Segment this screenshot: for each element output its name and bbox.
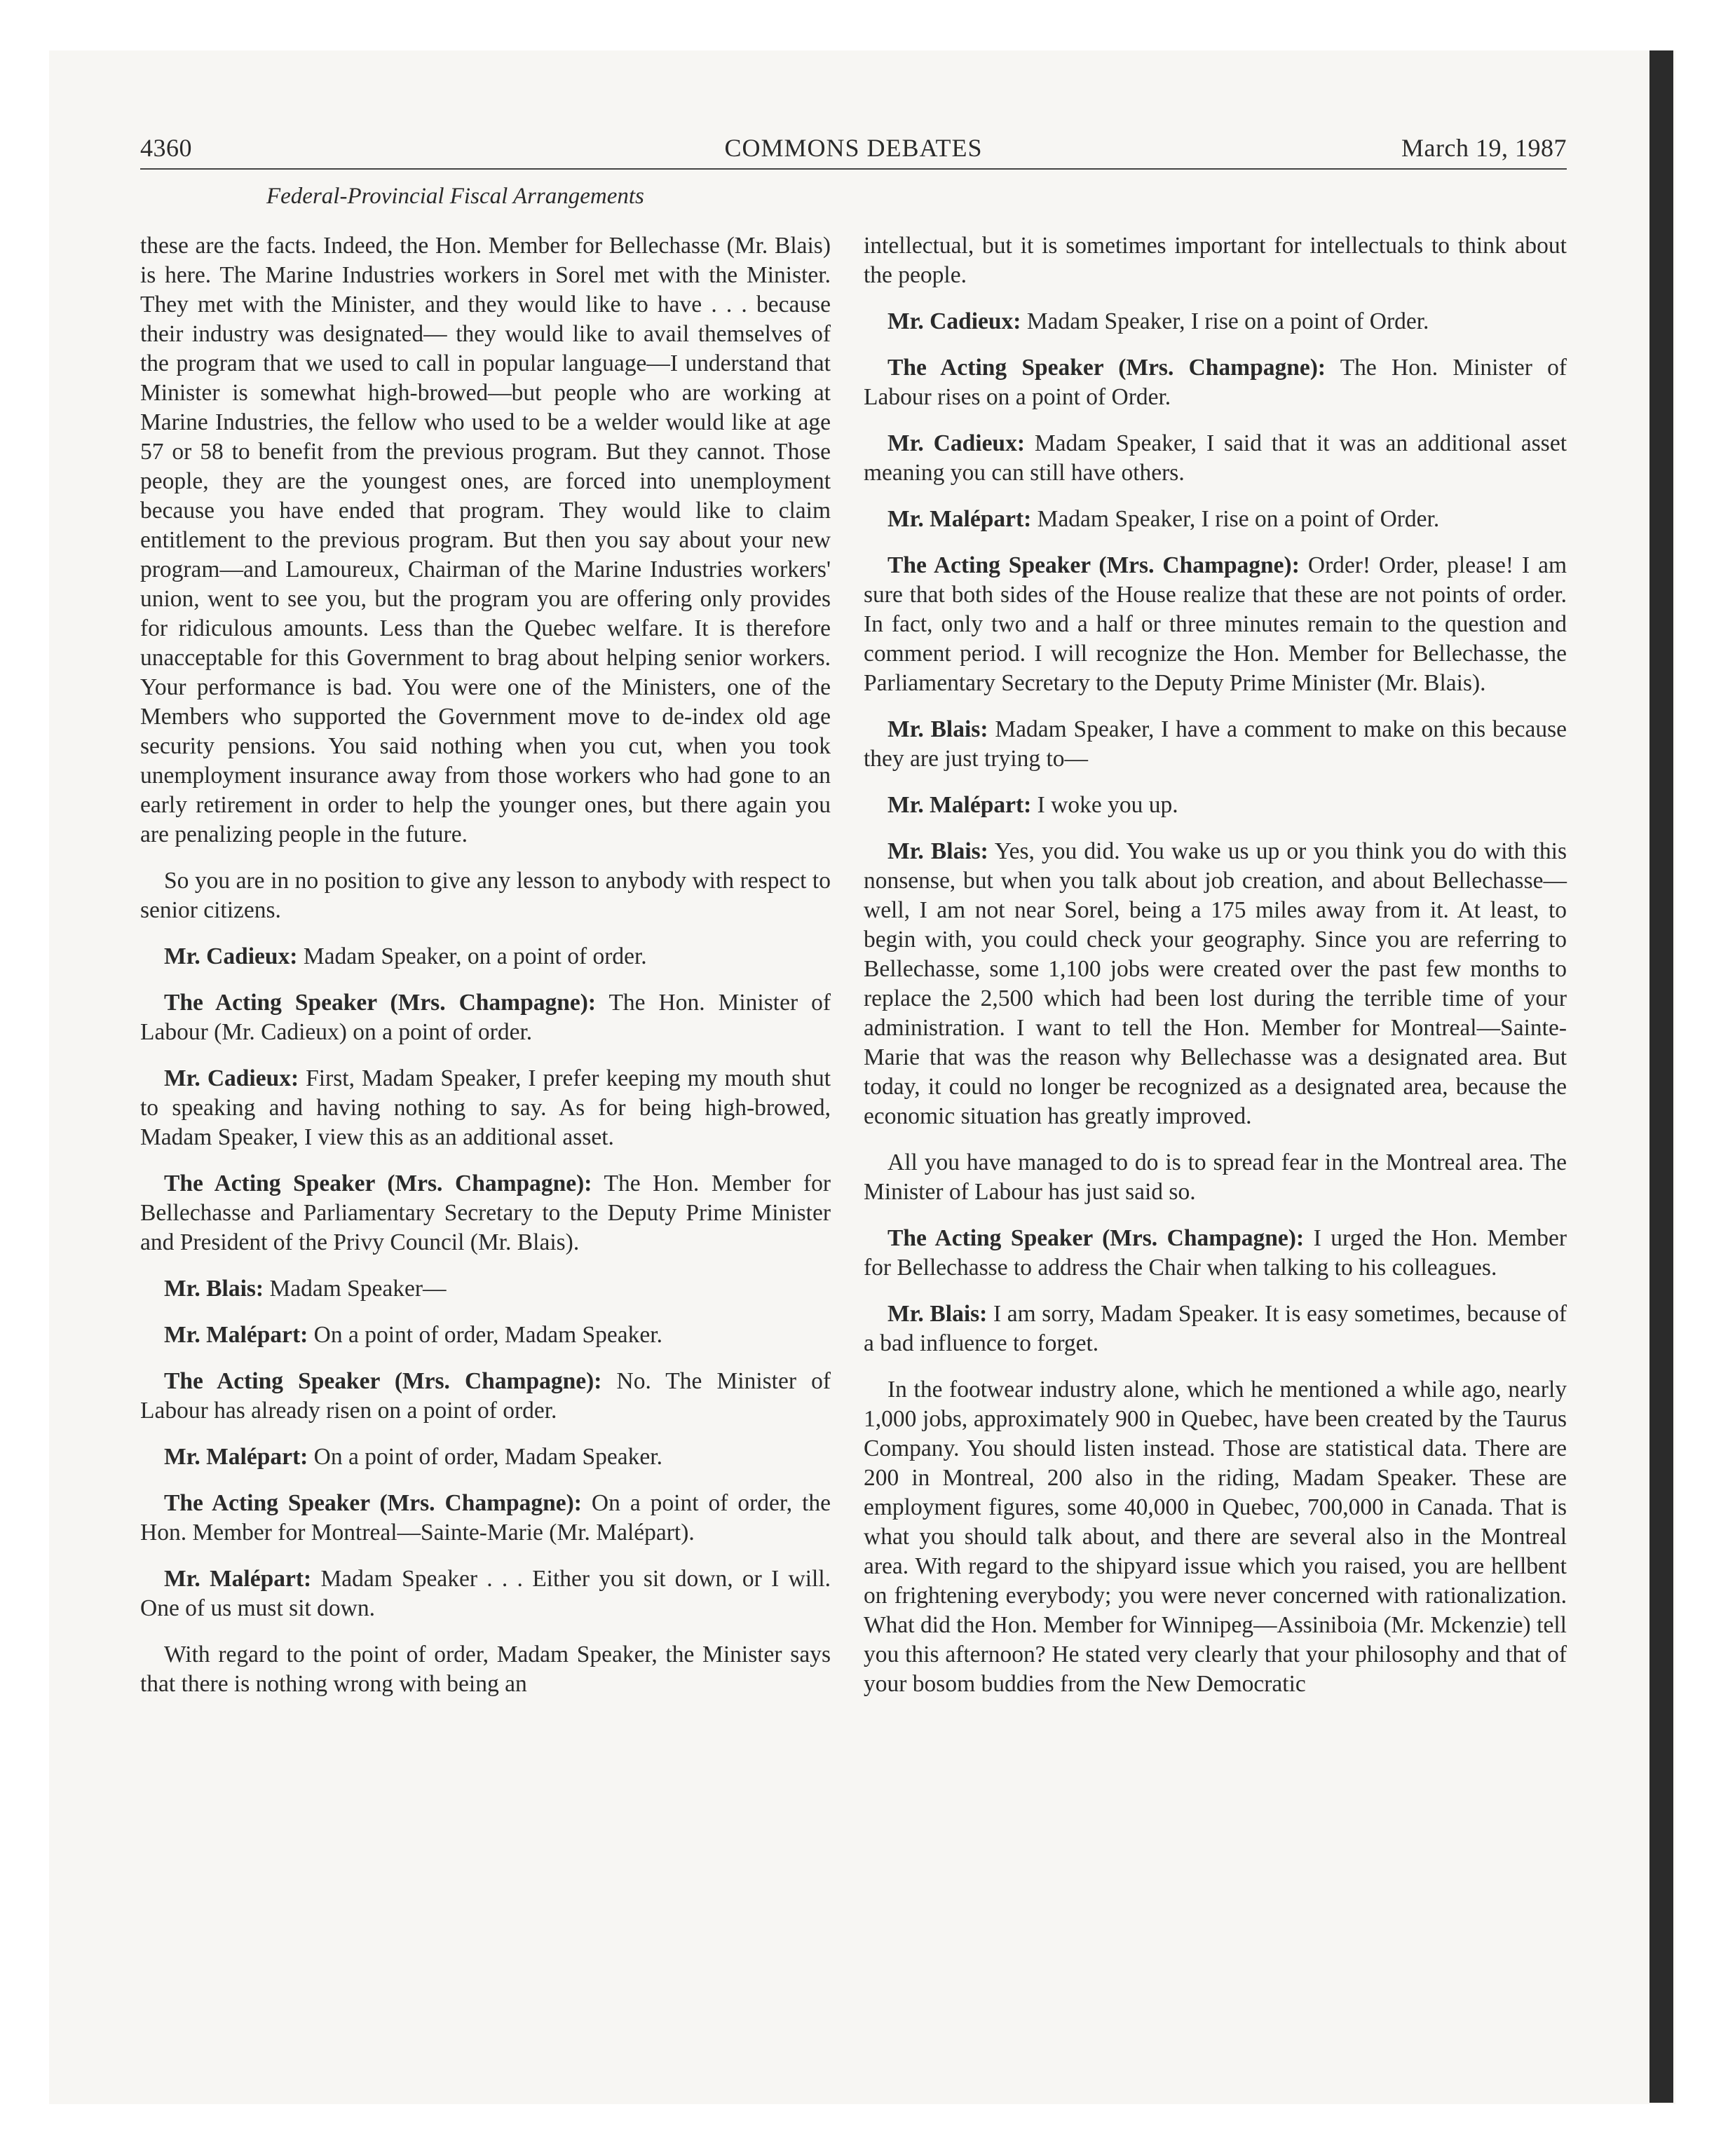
paragraph-text: Madam Speaker, I said that it was an additional asset meaning you can still have others. — [864, 430, 1567, 486]
speaker-name: Mr. Cadieux: — [887, 308, 1021, 334]
paragraph — [864, 1148, 1567, 1207]
paragraph — [864, 1299, 1567, 1358]
paragraph — [140, 1564, 831, 1623]
paragraph — [864, 1224, 1567, 1283]
paragraph — [140, 866, 831, 925]
speaker-name: Mr. Blais: — [887, 1301, 988, 1327]
speaker-name: Mr. Malépart: — [887, 506, 1032, 532]
paragraph — [140, 988, 831, 1047]
speaker-name: The Acting Speaker (Mrs. Champagne): — [164, 1368, 602, 1394]
paragraph — [140, 1274, 831, 1304]
paragraph — [140, 1169, 831, 1257]
paragraph — [864, 353, 1567, 412]
paragraph — [140, 231, 831, 850]
paragraph — [864, 1375, 1567, 1699]
paragraph — [864, 715, 1567, 774]
paragraph-text: So you are in no position to give any lesson to anybody with respect to senior citizens. — [140, 868, 831, 923]
speaker-name: The Acting Speaker (Mrs. Champagne): — [887, 355, 1326, 381]
paragraph-text: Order! Order, please! I am sure that both sides of the House realize that these are not points of order. In fact, only two and a half or three minutes remain to the question and comment period. I will recognize the Hon. Member for Bellechasse, the Parliamentary Secretary to the Deputy Prime Minister (Mr. Blais). — [864, 552, 1567, 696]
paragraph-text: Madam Speaker . . . Either you sit down, or I will. One of us must sit down. — [140, 1566, 831, 1621]
speaker-name: Mr. Malépart: — [887, 792, 1032, 818]
scan-edge-shadow — [1649, 50, 1673, 2103]
section-title: Federal-Provincial Fiscal Arrangements — [266, 184, 644, 209]
paragraph — [140, 1367, 831, 1426]
paragraph-text: Yes, you did. You wake us up or you think you do with this nonsense, but when you talk about job creation, and about Bellechasse—well, I am not near Sorel, being a 175 miles away from it. At least, to begin with, you could check your geography. Since you are referring to Bellechasse, some 1,100 jobs were created over the past few months to replace the 2,500 which had been lost during the terrible time of your administration. I want to tell the Hon. Member for Montreal—Sainte-Marie that was the reason why Bellechasse was a designated area. But today, it could no longer be recognized as a designated area, because the economic situation has greatly improved. — [864, 838, 1567, 1129]
speaker-name: The Acting Speaker (Mrs. Champagne): — [164, 1171, 592, 1196]
paragraph — [864, 429, 1567, 488]
speaker-name: The Acting Speaker (Mrs. Champagne): — [887, 1225, 1305, 1251]
paragraph-text: Madam Speaker, I rise on a point of Order. — [1037, 506, 1440, 532]
paragraph-text: In the footwear industry alone, which he mentioned a while ago, nearly 1,000 jobs, approximately 900 in Quebec, have been created by the Taurus Company. You should listen instead. Those are statistical data. There are 200 in Montreal, 200 also in the riding, Madam Speaker. These are employment figures, some 40,000 in Quebec, 700,000 in Canada. That is what you should talk about, and there are several also in the Montreal area. With regard to the shipyard issue which you raised, you are hellbent on frightening everybody; you were never concerned with rationalization. What did the Hon. Member for Winnipeg—Assiniboia (Mr. Mckenzie) tell you this afternoon? He stated very clearly that your philosophy and that of your bosom buddies from the New Democratic — [864, 1377, 1567, 1697]
paragraph-text: these are the facts. Indeed, the Hon. Member for Bellechasse (Mr. Blais) is here. The Marine Industries workers in Sorel met with the Minister. They met with the Minister, and they would like to have . . . because their industry was designated— they would like to avail themselves of the program that we used to call in popular language—I understand that Minister is somewhat high-browed—but people who are working at Marine Industries, the fellow who used to be a welder would like at age 57 or 58 to benefit from the previous program. But they cannot. Those people, they are the youngest ones, are forced into unemployment because you have ended that program. They would like to claim entitlement to the previous program. But then you say about your new program—and Lamoureux, Chairman of the Marine Industries workers' union, went to see you, but the program you are offering only provides for ridiculous amounts. Less than the Quebec welfare. It is therefore unacceptable for this Government to brag about helping senior workers. Your performance is bad. You were one of the Ministers, one of the Members who supported the Government move to de-index old age security pensions. You said nothing when you cut, when you took unemployment insurance away from those workers who had gone to an early retirement in order to help the younger ones, but there again you are penalizing people in the future. — [140, 233, 831, 847]
paragraph-text: No. The Minister of Labour has already risen on a point of order. — [140, 1368, 831, 1424]
paragraph — [140, 1442, 831, 1472]
paragraph-text: The Hon. Member for Bellechasse and Parliamentary Secretary to the Deputy Prime Minister and President of the Privy Council (Mr. Blais). — [140, 1171, 831, 1255]
paragraph-text: Madam Speaker— — [269, 1276, 447, 1302]
paragraph — [864, 505, 1567, 534]
speaker-name: Mr. Blais: — [887, 716, 988, 742]
paragraph-text: Madam Speaker, on a point of order. — [303, 943, 647, 969]
speaker-name: Mr. Cadieux: — [164, 943, 298, 969]
page-header — [140, 133, 1567, 170]
left-column — [140, 231, 831, 1716]
paragraph-text: First, Madam Speaker, I prefer keeping my mouth shut to speaking and having nothing to say. As for being high-browed, Madam Speaker, I view this as an additional asset. — [140, 1065, 831, 1150]
paragraph — [140, 1640, 831, 1699]
paragraph — [140, 942, 831, 971]
right-column — [864, 231, 1567, 1716]
paragraph-text: The Hon. Minister of Labour rises on a point of Order. — [864, 355, 1567, 410]
paragraph — [864, 307, 1567, 336]
speaker-name: Mr. Malépart: — [164, 1566, 312, 1592]
paragraph-text: All you have managed to do is to spread fear in the Montreal area. The Minister of Labour has just said so. — [864, 1149, 1567, 1205]
speaker-name: The Acting Speaker (Mrs. Champagne): — [164, 990, 597, 1016]
paragraph-text: With regard to the point of order, Madam Speaker, the Minister says that there is nothing wrong with being an — [140, 1642, 831, 1697]
page-date: March 19, 1987 — [1401, 134, 1567, 162]
paragraph-text: On a point of order, Madam Speaker. — [313, 1444, 662, 1470]
paragraph-text: The Hon. Minister of Labour (Mr. Cadieux) on a point of order. — [140, 990, 831, 1045]
paragraph-text: On a point of order, the Hon. Member for Montreal—Sainte-Marie (Mr. Malépart). — [140, 1490, 831, 1546]
journal-title: COMMONS DEBATES — [724, 134, 983, 162]
paragraph — [864, 551, 1567, 698]
speaker-name: Mr. Malépart: — [164, 1322, 308, 1348]
paragraph — [140, 1064, 831, 1152]
speaker-name: Mr. Cadieux: — [887, 430, 1025, 456]
paragraph-text: On a point of order, Madam Speaker. — [313, 1322, 662, 1348]
speaker-name: Mr. Cadieux: — [164, 1065, 299, 1091]
speaker-name: The Acting Speaker (Mrs. Champagne): — [887, 552, 1300, 578]
paragraph — [140, 1489, 831, 1548]
paragraph-text: I woke you up. — [1037, 792, 1178, 818]
paragraph — [864, 231, 1567, 290]
speaker-name: The Acting Speaker (Mrs. Champagne): — [164, 1490, 582, 1516]
paragraph-text: Madam Speaker, I have a comment to make on this because they are just trying to— — [864, 716, 1567, 772]
paragraph — [864, 791, 1567, 820]
speaker-name: Mr. Blais: — [887, 838, 988, 864]
paragraph-text: intellectual, but it is sometimes important for intellectuals to think about the people. — [864, 233, 1567, 288]
speaker-name: Mr. Blais: — [164, 1276, 264, 1302]
page-number: 4360 — [140, 134, 192, 162]
paragraph — [864, 837, 1567, 1131]
paragraph — [140, 1321, 831, 1350]
paragraph-text: Madam Speaker, I rise on a point of Order. — [1026, 308, 1429, 334]
speaker-name: Mr. Malépart: — [164, 1444, 308, 1470]
paragraph-text: I urged the Hon. Member for Bellechasse to address the Chair when talking to his colleagues. — [864, 1225, 1567, 1281]
paragraph-text: I am sorry, Madam Speaker. It is easy sometimes, because of a bad influence to forget. — [864, 1301, 1567, 1356]
